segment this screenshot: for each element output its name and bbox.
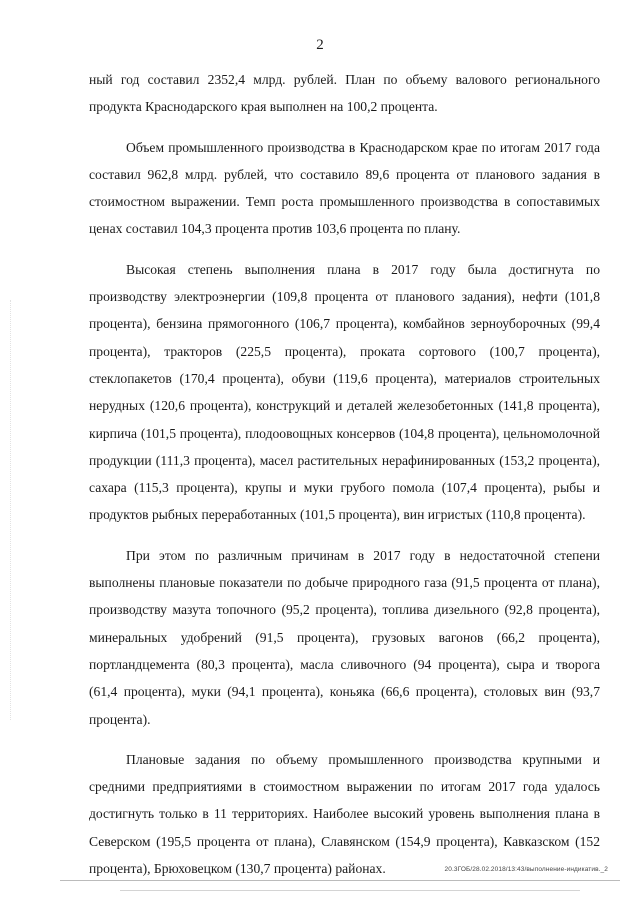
bottom-scan-line (60, 880, 620, 881)
paragraph-plan-fulfillment-high: Высокая степень выполнения плана в 2017 году была достигнута по производству электроэнергии (109,8 процента от планового задания), нефти (101,8 процента), бензина прямогонного (106,7 процента), комбайнов зерноуборочных (99,4 процента), тракторов (225,5 процента), проката сортового (100,7 процента), стеклопакетов (170,4 процента), обуви (119,6 процента), материалов строительных нерудных (120,6 процента), конструкций и деталей железобетонных (141,8 процента), кирпича (101,5 процента), плодоовощных консервов (104,8 процента), цельномолочной продукции (111,3 процента), масел растительных нерафинированных (153,2 процента), сахара (115,3 процента), крупы и муки грубого помола (107,4 процента), рыбы и продуктов рыбных переработанных (101,5 процента), вин игристых (110,8 процента). (89, 261, 600, 523)
document-body (89, 66, 600, 882)
paragraph-industrial-output: Объем промышленного производства в Краснодарском крае по итогам 2017 года составил 962,8 млрд. рублей, что составило 89,6 процента от планового задания в стоимостном выражении. Темп роста промышленного производства в сопоставимых ценах составил 104,3 процента против 103,6 процента по плану. (89, 139, 600, 237)
scan-artifact (10, 300, 11, 720)
footer-document-code: 20.3ГОБ/28.02.2018/13:43/выполнение-индикатив._2 (444, 866, 608, 873)
paragraph-continuation: ный год составил 2352,4 млрд. рублей. План по объему валового регионального продукта Краснодарского края выполнен на 100,2 процента. (89, 72, 600, 115)
paragraph-plan-fulfillment-low: При этом по различным причинам в 2017 году в недостаточной степени выполнены плановые показатели по добыче природного газа (91,5 процента от плана), производству мазута топочного (95,2 процента), топлива дизельного (92,8 процента), минеральных удобрений (91,5 процента), грузовых вагонов (66,2 процента), портландцемента (80,3 процента), масла сливочного (94 процента), сыра и творога (61,4 процента), муки (94,1 процента), коньяка (66,6 процента), столовых вин (93,7 процента). (89, 547, 600, 727)
paragraph-territories: Плановые задания по объему промышленного производства крупными и средними предприятиями в стоимостном выражении по итогам 2017 года удалось достигнуть только в 11 территориях. Наиболее высокий уровень выполнения плана в Северском (195,5 процента от плана), Славянском (154,9 процента), Кавказском (152 процента), Брюховецком (130,7 процента) районах. (89, 751, 600, 877)
bottom-scan-line-secondary (120, 890, 580, 891)
page-number: 2 (316, 37, 324, 53)
